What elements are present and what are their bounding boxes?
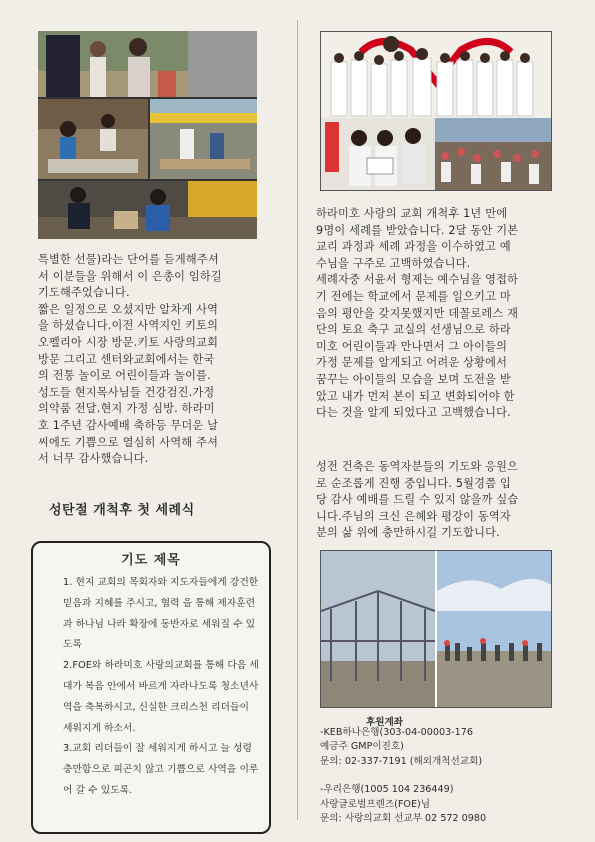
prayer-list (47, 573, 259, 802)
bank-spacer (320, 769, 486, 783)
construction-photos (320, 550, 552, 708)
text-line: 미호 어린이들과 만나면서 그 아이들의 (316, 339, 508, 353)
ministry-photo-collage (38, 31, 257, 239)
text-line: 았고 내가 먼저 본이 되고 변화되어야 한 (316, 389, 515, 403)
bank-accounts (320, 726, 486, 826)
photo-health-checkup (38, 181, 257, 239)
text-line: 니다.주님의 크신 은혜와 평강이 동역자 (316, 509, 511, 523)
text-line: 세례자중 서윤서 형제는 예수님을 영접하 (316, 273, 519, 287)
text-line: 가정 문제를 알게되고 어려운 상황에서 (316, 356, 508, 370)
column-divider (297, 20, 298, 820)
text-line: 씨에도 기쁨으로 열심히 사역해 주셔 (38, 435, 219, 449)
text-line: 하라미호 사랑의 교회 개척후 1년 만에 (316, 207, 508, 220)
bank-line: 예금주 GMP이진호) (320, 741, 404, 753)
bank-line: 문의: 02-337-7191 (해외개척선교회) (320, 755, 483, 767)
prayer-item: 3.교회 리더들이 잘 세워지게 하시고 늘 성령 충만함으로 피곤치 않고 기쁨으로 사역을 이루어 갈 수 있도록. (63, 743, 259, 796)
text-line: 분의 삶 위에 충만하시길 기도합니다. (316, 526, 500, 540)
text-line: 성도들 현지목사님들 건강검진.가정 (38, 385, 215, 399)
text-line: 로 순조롭게 진행 중입니다. 5월경쯤 입 (316, 476, 511, 490)
right-body-text (316, 206, 518, 422)
text-line: 당 감사 예배를 드릴 수 있지 않을까 싶습 (316, 493, 519, 507)
bank-line: -KEB하나은행(303-04-00003-176 (320, 727, 473, 738)
photo-outdoor-event (150, 99, 257, 179)
text-line: 기도해주었습니다. (38, 286, 130, 300)
text-line: 의약품 전달.현지 가정 심방. 하라미 (38, 402, 215, 416)
text-line: 서 너무 감사했습니다. (38, 452, 149, 466)
text-line: 꿈꾸는 아이들의 모습을 보며 도전을 받 (316, 372, 511, 386)
bank-line: 문의: 사랑의교회 선교부 02 572 0980 (320, 813, 487, 825)
text-line: 기 전에는 학교에서 문제를 일으키고 마 (316, 289, 511, 303)
photo-kids-playing (38, 99, 148, 179)
text-line: 성전 건축은 동역자분들의 기도와 응원으 (316, 460, 519, 473)
prayer-item: 1. 현지 교회의 목회자와 지도자들에게 강건한 믿음과 지혜를 주시고, 협력 을 통해 제자훈련과 하나님 나라 확장에 동반자로 세워질 수 있도록 (63, 577, 259, 651)
photo-group-outdoor (38, 31, 257, 97)
text-line: 특별한 선물)라는 단어를 듣게해주셔 (38, 253, 219, 266)
text-line: 짧은 일정으로 오셨지만 알차게 사역 (38, 302, 219, 316)
section-heading: 성탄절 개척후 첫 세례식 (49, 503, 195, 518)
text-line: 서 이분들을 위해서 이 은총이 임하길 (38, 269, 222, 283)
text-line: 교리 과정과 세례 과정을 이수하였고 예 (316, 240, 511, 254)
baptism-photo (320, 31, 552, 191)
bank-title: 후원계좌 (366, 717, 404, 728)
text-line: 음의 평안을 갖지못했지만 데꼴로레스 재 (316, 306, 519, 320)
text-line: 다는 것을 알게 되었다고 고백했습니다. (316, 406, 511, 420)
right-body-text-2 (316, 459, 518, 542)
text-line: 수님을 구주로 고백하였습니다. (316, 256, 471, 270)
text-line: 방문 그리고 센터와교회에서는 한국 (38, 352, 215, 366)
prayer-item: 2.FOE와 하라미호 사랑의교회를 통해 다음 세대가 복음 안에서 바르게 자라나도록 청소년사역을 축복하시고, 신실한 크리스천 리더들이 세워지게 하소서. (63, 660, 259, 734)
text-line: 을 하셨습니다.이전 사역지인 키토의 (38, 319, 219, 333)
bank-line: 사랑글로벌프렌즈(FOE)님 (320, 798, 431, 810)
text-line: 9명이 세례를 받았습니다. 2달 동안 기본 (316, 223, 519, 237)
prayer-title: 기도 제목 (121, 553, 181, 568)
text-line: 호 1주년 감사예배 축하등 무더운 날 (38, 418, 219, 432)
bank-line: -우리은행(1005 104 236449) (320, 784, 454, 796)
prayer-requests-box (31, 541, 271, 834)
text-line: 단의 토요 축구 교실의 선생님으로 하라 (316, 323, 511, 337)
text-line: 오펠리아 시장 방문.키토 사랑의교회 (38, 335, 219, 349)
text-line: 의 전통 놀이로 어린이들과 놀이를. (38, 369, 211, 383)
left-body-text (38, 252, 222, 468)
